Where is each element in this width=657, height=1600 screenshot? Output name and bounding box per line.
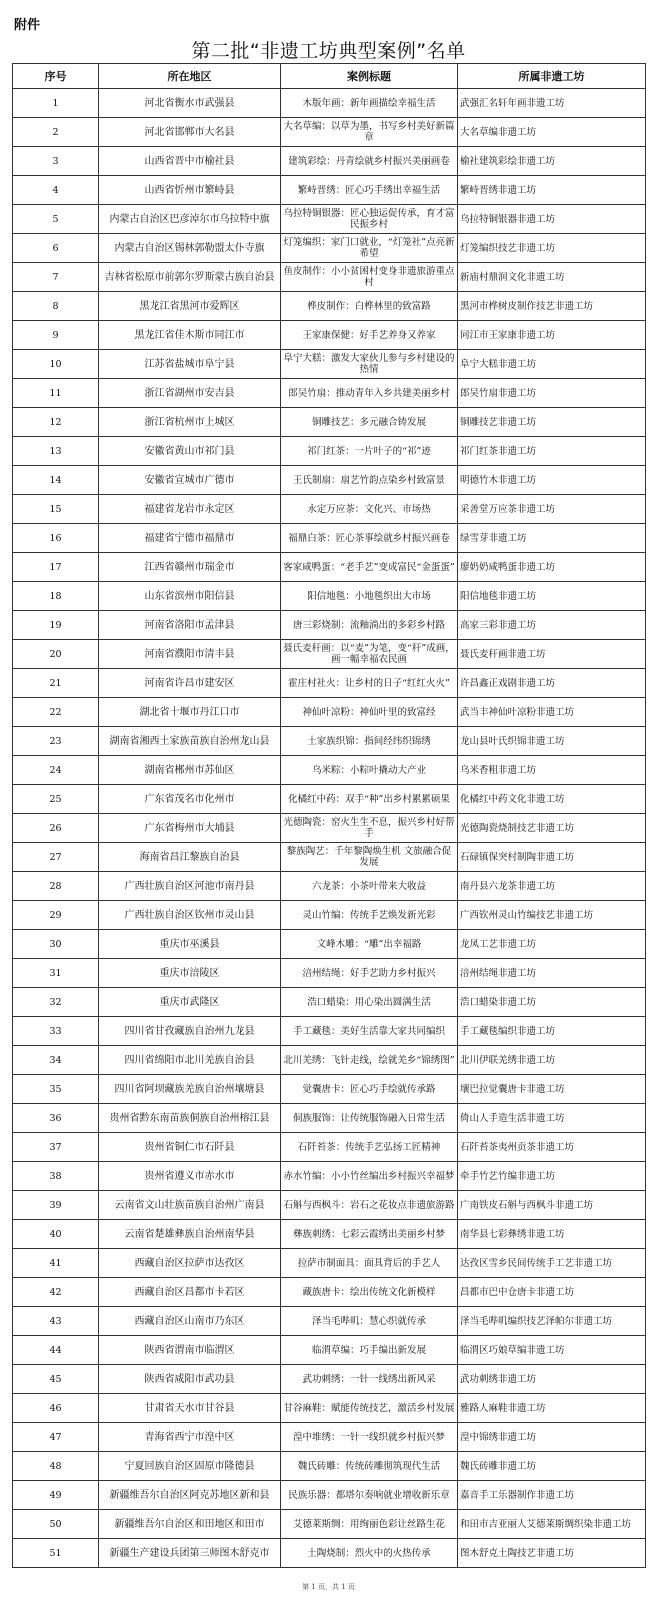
workshop-cell: 廖奶奶咸鸭蛋非遗工坊 — [458, 553, 646, 582]
workshop-cell: 郎吴竹扇非遗工坊 — [458, 379, 646, 408]
workshop-cell: 同江市王家康非遗工坊 — [458, 321, 646, 350]
region-cell: 内蒙古自治区巴彦淖尔市乌拉特中旗 — [99, 205, 281, 234]
index-cell: 38 — [13, 1162, 99, 1191]
index-cell: 9 — [13, 321, 99, 350]
index-cell: 39 — [13, 1191, 99, 1220]
region-cell: 云南省楚雄彝族自治州南华县 — [99, 1220, 281, 1249]
workshop-cell: 新庙村鼎润文化非遗工坊 — [458, 263, 646, 292]
region-cell: 安徽省黄山市祁门县 — [99, 437, 281, 466]
case-title-cell: 建筑彩绘：丹青绘就乡村振兴美丽画卷 — [281, 147, 458, 176]
workshop-cell: 铜雕技艺非遗工坊 — [458, 408, 646, 437]
workshop-cell: 绿雪芽非遗工坊 — [458, 524, 646, 553]
table-row — [13, 466, 646, 495]
table-row — [13, 843, 646, 872]
table-row — [13, 495, 646, 524]
case-title-cell: 乌米粽：小粽叶撬动大产业 — [281, 756, 458, 785]
region-cell: 四川省阿坝藏族羌族自治州壤塘县 — [99, 1075, 281, 1104]
table-row — [13, 1017, 646, 1046]
workshop-cell: 榆社建筑彩绘非遗工坊 — [458, 147, 646, 176]
table-row — [13, 814, 646, 843]
workshop-cell: 阜宁大糕非遗工坊 — [458, 350, 646, 379]
case-title-cell: 彝族刺绣：七彩云霞绣出美丽乡村梦 — [281, 1220, 458, 1249]
workshop-cell: 昌都市巴中仓唐卡非遗工坊 — [458, 1278, 646, 1307]
table-row — [13, 553, 646, 582]
region-cell: 福建省宁德市福鼎市 — [99, 524, 281, 553]
index-cell: 8 — [13, 292, 99, 321]
workshop-cell: 黑河市桦树皮制作技艺非遗工坊 — [458, 292, 646, 321]
workshop-cell: 南丹县六龙茶非遗工坊 — [458, 872, 646, 901]
region-cell: 浙江省杭州市上城区 — [99, 408, 281, 437]
table-row — [13, 147, 646, 176]
index-cell: 47 — [13, 1423, 99, 1452]
header-case-title: 案例标题 — [281, 64, 458, 89]
index-cell: 20 — [13, 640, 99, 669]
table-row — [13, 1191, 646, 1220]
table-row — [13, 1510, 646, 1539]
case-title-cell: 湟中堆绣：一针一线织就乡村振兴梦 — [281, 1423, 458, 1452]
workshop-cell: 武功刺绣非遗工坊 — [458, 1365, 646, 1394]
index-cell: 30 — [13, 930, 99, 959]
table-row — [13, 437, 646, 466]
table-row — [13, 611, 646, 640]
region-cell: 甘肃省天水市甘谷县 — [99, 1394, 281, 1423]
workshop-cell: 阳信地毯非遗工坊 — [458, 582, 646, 611]
region-cell: 重庆市武隆区 — [99, 988, 281, 1017]
index-cell: 32 — [13, 988, 99, 1017]
workshop-cell: 大名草编非遗工坊 — [458, 118, 646, 147]
table-row — [13, 234, 646, 263]
table-row — [13, 1452, 646, 1481]
case-title-cell: 泽当毛哔叽：慧心织就传承 — [281, 1307, 458, 1336]
case-title-cell: 唐三彩烧制：流釉淌出的多彩乡村路 — [281, 611, 458, 640]
case-title-cell: 六龙茶：小茶叶带来大收益 — [281, 872, 458, 901]
index-cell: 50 — [13, 1510, 99, 1539]
region-cell: 云南省文山壮族苗族自治州广南县 — [99, 1191, 281, 1220]
index-cell: 49 — [13, 1481, 99, 1510]
workshop-cell: 采善堂万应茶非遗工坊 — [458, 495, 646, 524]
region-cell: 广西壮族自治区钦州市灵山县 — [99, 901, 281, 930]
case-title-cell: 涪州结绳：好手艺助力乡村振兴 — [281, 959, 458, 988]
table-row — [13, 1307, 646, 1336]
table-row — [13, 1336, 646, 1365]
region-cell: 广东省梅州市大埔县 — [99, 814, 281, 843]
index-cell: 13 — [13, 437, 99, 466]
region-cell: 贵州省遵义市赤水市 — [99, 1162, 281, 1191]
case-title-cell: 聂氏麦秆画：以“麦”为笔，变“秆”成画，画一幅幸福农民画 — [281, 640, 458, 669]
table-row — [13, 756, 646, 785]
index-cell: 28 — [13, 872, 99, 901]
index-cell: 33 — [13, 1017, 99, 1046]
workshop-cell: 壤巴拉觉囊唐卡非遗工坊 — [458, 1075, 646, 1104]
workshop-cell: 明德竹木非遗工坊 — [458, 466, 646, 495]
table-row — [13, 872, 646, 901]
region-cell: 贵州省铜仁市石阡县 — [99, 1133, 281, 1162]
index-cell: 31 — [13, 959, 99, 988]
index-cell: 45 — [13, 1365, 99, 1394]
case-title-cell: 藏族唐卡：绘出传统文化新模样 — [281, 1278, 458, 1307]
index-cell: 10 — [13, 350, 99, 379]
region-cell: 河南省洛阳市孟津县 — [99, 611, 281, 640]
case-title-cell: 魏氏砖雕：传统砖雕彻筑现代生活 — [281, 1452, 458, 1481]
case-title-cell: 武功刺绣：一针一线绣出新风采 — [281, 1365, 458, 1394]
table-row — [13, 408, 646, 437]
region-cell: 河北省衡水市武强县 — [99, 89, 281, 118]
index-cell: 7 — [13, 263, 99, 292]
workshop-cell: 武强汇名轩年画非遗工坊 — [458, 89, 646, 118]
table-row — [13, 640, 646, 669]
region-cell: 新疆维吾尔自治区阿克苏地区新和县 — [99, 1481, 281, 1510]
table-header-row — [13, 64, 646, 89]
region-cell: 吉林省松原市前郭尔罗斯蒙古族自治县 — [99, 263, 281, 292]
index-cell: 42 — [13, 1278, 99, 1307]
case-title-cell: 鱼皮制作：小小贫困村变身非遗旅游重点村 — [281, 263, 458, 292]
page-title: 第二批“非遗工坊典型案例”名单 — [191, 40, 466, 62]
region-cell: 陕西省咸阳市武功县 — [99, 1365, 281, 1394]
index-cell: 29 — [13, 901, 99, 930]
header-region: 所在地区 — [99, 64, 281, 89]
case-title-cell: 灯笼编织：家门口就业，“灯笼社”点亮新希望 — [281, 234, 458, 263]
case-title-cell: 祁门红茶：一片叶子的“祁”迹 — [281, 437, 458, 466]
case-title-cell: 王氏制扇：扇艺竹韵点染乡村致富景 — [281, 466, 458, 495]
workshop-cell: 图木舒克土陶技艺非遗工坊 — [458, 1539, 646, 1568]
index-cell: 36 — [13, 1104, 99, 1133]
case-title-cell: 桦皮制作：白桦林里的致富路 — [281, 292, 458, 321]
case-title-cell: 侗族服饰：让传统服饰融入日常生活 — [281, 1104, 458, 1133]
header-workshop: 所属非遗工坊 — [458, 64, 646, 89]
workshop-cell: 和田市吉亚丽人艾德莱斯绸织染非遗工坊 — [458, 1510, 646, 1539]
region-cell: 新疆生产建设兵团第三师图木舒克市 — [99, 1539, 281, 1568]
index-cell: 24 — [13, 756, 99, 785]
workshop-cell: 雅路人麻鞋非遗工坊 — [458, 1394, 646, 1423]
region-cell: 新疆维吾尔自治区和田地区和田市 — [99, 1510, 281, 1539]
index-cell: 19 — [13, 611, 99, 640]
case-title-cell: 神仙叶凉粉：神仙叶里的致富经 — [281, 698, 458, 727]
region-cell: 四川省甘孜藏族自治州九龙县 — [99, 1017, 281, 1046]
case-title-cell: 永定万应茶：文化兴、市场热 — [281, 495, 458, 524]
case-title-cell: 艾德莱斯绸：用绚丽色彩让丝路生花 — [281, 1510, 458, 1539]
workshop-cell: 祁门红茶非遗工坊 — [458, 437, 646, 466]
page-footer: 第 1 页，共 1 页 — [302, 1583, 355, 1591]
table-row — [13, 1075, 646, 1104]
table-row — [13, 292, 646, 321]
table-row — [13, 1220, 646, 1249]
table-row — [13, 1481, 646, 1510]
case-title-cell: 觉囊唐卡：匠心巧手绘就传承路 — [281, 1075, 458, 1104]
region-cell: 内蒙古自治区锡林郭勒盟太仆寺旗 — [99, 234, 281, 263]
workshop-cell: 涪州结绳非遗工坊 — [458, 959, 646, 988]
index-cell: 14 — [13, 466, 99, 495]
case-title-cell: 郎吴竹扇：推动青年入乡共建美丽乡村 — [281, 379, 458, 408]
index-cell: 25 — [13, 785, 99, 814]
workshop-cell: 临渭区巧娘草编非遗工坊 — [458, 1336, 646, 1365]
index-cell: 27 — [13, 843, 99, 872]
index-cell: 12 — [13, 408, 99, 437]
attachment-label: 附件 — [14, 18, 41, 33]
case-title-cell: 灵山竹编：传统手艺焕发新光彩 — [281, 901, 458, 930]
table-row — [13, 205, 646, 234]
region-cell: 西藏自治区拉萨市达孜区 — [99, 1249, 281, 1278]
case-title-cell: 民族乐器：都塔尔奏响就业增收新乐章 — [281, 1481, 458, 1510]
table-row — [13, 1046, 646, 1075]
case-title-cell: 繁峙晋绣：匠心巧手绣出幸福生活 — [281, 176, 458, 205]
index-cell: 11 — [13, 379, 99, 408]
region-cell: 山西省忻州市繁峙县 — [99, 176, 281, 205]
workshop-cell: 石阡苔茶夷州贡茶非遗工坊 — [458, 1133, 646, 1162]
index-cell: 5 — [13, 205, 99, 234]
table-row — [13, 89, 646, 118]
table-row — [13, 959, 646, 988]
workshop-cell: 倚山人手造生活非遗工坊 — [458, 1104, 646, 1133]
workshop-cell: 浩口蜡染非遗工坊 — [458, 988, 646, 1017]
case-title-cell: 化橘红中药：双手“种”出乡村累累硕果 — [281, 785, 458, 814]
table-row — [13, 1365, 646, 1394]
case-title-cell: 光德陶瓷：窑火生生不息，振兴乡村好帮手 — [281, 814, 458, 843]
table-row — [13, 350, 646, 379]
workshop-cell: 聂氏麦秆画非遗工坊 — [458, 640, 646, 669]
region-cell: 宁夏回族自治区固原市隆德县 — [99, 1452, 281, 1481]
index-cell: 35 — [13, 1075, 99, 1104]
index-cell: 18 — [13, 582, 99, 611]
region-cell: 黑龙江省佳木斯市同江市 — [99, 321, 281, 350]
region-cell: 西藏自治区昌都市卡若区 — [99, 1278, 281, 1307]
case-title-cell: 客家咸鸭蛋：“老手艺”变成富民“金蛋蛋” — [281, 553, 458, 582]
region-cell: 四川省绵阳市北川羌族自治县 — [99, 1046, 281, 1075]
table-row — [13, 263, 646, 292]
region-cell: 山西省晋中市榆社县 — [99, 147, 281, 176]
workshop-cell: 乌拉特铜银器非遗工坊 — [458, 205, 646, 234]
case-title-cell: 赤水竹编：小小竹丝编出乡村振兴幸福梦 — [281, 1162, 458, 1191]
workshop-cell: 嘉音手工乐器制作非遗工坊 — [458, 1481, 646, 1510]
region-cell: 西藏自治区山南市乃东区 — [99, 1307, 281, 1336]
index-cell: 48 — [13, 1452, 99, 1481]
region-cell: 广西壮族自治区河池市南丹县 — [99, 872, 281, 901]
case-title-cell: 铜雕技艺：多元融合铸发展 — [281, 408, 458, 437]
table-row — [13, 1423, 646, 1452]
index-cell: 17 — [13, 553, 99, 582]
region-cell: 黑龙江省黑河市爱辉区 — [99, 292, 281, 321]
case-title-cell: 阳信地毯：小地毯织出大市场 — [281, 582, 458, 611]
workshop-cell: 牵手竹艺竹编非遗工坊 — [458, 1162, 646, 1191]
case-title-cell: 甘谷麻鞋：赋能传统技艺，激活乡村发展 — [281, 1394, 458, 1423]
region-cell: 湖南省郴州市苏仙区 — [99, 756, 281, 785]
index-cell: 34 — [13, 1046, 99, 1075]
case-title-cell: 大名草编：以草为墨，书写乡村美好新篇章 — [281, 118, 458, 147]
index-cell: 1 — [13, 89, 99, 118]
index-cell: 46 — [13, 1394, 99, 1423]
table-row — [13, 901, 646, 930]
case-title-cell: 北川羌绣：飞针走线，绘就羌乡“锦绣图” — [281, 1046, 458, 1075]
index-cell: 2 — [13, 118, 99, 147]
index-cell: 44 — [13, 1336, 99, 1365]
table-row — [13, 118, 646, 147]
case-title-cell: 木版年画：新年画描绘幸福生活 — [281, 89, 458, 118]
index-cell: 51 — [13, 1539, 99, 1568]
table-row — [13, 698, 646, 727]
workshop-cell: 武当丰神仙叶凉粉非遗工坊 — [458, 698, 646, 727]
index-cell: 4 — [13, 176, 99, 205]
workshop-cell: 许昌鑫正戏剧非遗工坊 — [458, 669, 646, 698]
case-title-cell: 拉萨市制面具：面具背后的手艺人 — [281, 1249, 458, 1278]
workshop-cell: 达孜区雪乡民间传统手工艺非遗工坊 — [458, 1249, 646, 1278]
index-cell: 21 — [13, 669, 99, 698]
region-cell: 河南省濮阳市清丰县 — [99, 640, 281, 669]
region-cell: 浙江省湖州市安吉县 — [99, 379, 281, 408]
workshop-cell: 高家三彩非遗工坊 — [458, 611, 646, 640]
case-title-cell: 石阡苔茶：传统手艺弘扬工匠精神 — [281, 1133, 458, 1162]
workshop-cell: 繁峙晋绣非遗工坊 — [458, 176, 646, 205]
table-row — [13, 379, 646, 408]
index-cell: 37 — [13, 1133, 99, 1162]
index-cell: 26 — [13, 814, 99, 843]
case-title-cell: 石斛与西枫斗：岩石之花妆点非遗旅游路 — [281, 1191, 458, 1220]
case-title-cell: 土陶烧制：烈火中的火热传承 — [281, 1539, 458, 1568]
case-title-cell: 黎族陶艺：千年黎陶焕生机 文旅融合促发展 — [281, 843, 458, 872]
workshop-cell: 龙山县叶氏织锦非遗工坊 — [458, 727, 646, 756]
table-row — [13, 988, 646, 1017]
region-cell: 江西省赣州市瑞金市 — [99, 553, 281, 582]
case-title-cell: 阜宁大糕：激发大家伙儿参与乡村建设的热情 — [281, 350, 458, 379]
index-cell: 43 — [13, 1307, 99, 1336]
table-row — [13, 1249, 646, 1278]
region-cell: 湖北省十堰市丹江口市 — [99, 698, 281, 727]
workshop-cell: 灯笼编织技艺非遗工坊 — [458, 234, 646, 263]
index-cell: 6 — [13, 234, 99, 263]
workshop-cell: 石碌镇保突村制陶非遗工坊 — [458, 843, 646, 872]
table-row — [13, 1539, 646, 1568]
region-cell: 海南省昌江黎族自治县 — [99, 843, 281, 872]
table-row — [13, 1394, 646, 1423]
case-title-cell: 王家康保健：好手艺养身又养家 — [281, 321, 458, 350]
table-body — [13, 89, 646, 1568]
workshop-cell: 手工藏毯编织非遗工坊 — [458, 1017, 646, 1046]
region-cell: 福建省龙岩市永定区 — [99, 495, 281, 524]
table-row — [13, 669, 646, 698]
workshop-cell: 湟中锦绣非遗工坊 — [458, 1423, 646, 1452]
table-row — [13, 785, 646, 814]
table-row — [13, 176, 646, 205]
table-row — [13, 1162, 646, 1191]
region-cell: 青海省西宁市湟中区 — [99, 1423, 281, 1452]
workshop-cell: 化橘红中药文化非遗工坊 — [458, 785, 646, 814]
region-cell: 安徽省宣城市广德市 — [99, 466, 281, 495]
case-title-cell: 霍庄村社火：让乡村的日子“红红火火” — [281, 669, 458, 698]
index-cell: 41 — [13, 1249, 99, 1278]
table-row — [13, 582, 646, 611]
region-cell: 重庆市涪陵区 — [99, 959, 281, 988]
region-cell: 重庆市巫溪县 — [99, 930, 281, 959]
region-cell: 江苏省盐城市阜宁县 — [99, 350, 281, 379]
region-cell: 山东省滨州市阳信县 — [99, 582, 281, 611]
index-cell: 16 — [13, 524, 99, 553]
workshop-cell: 广南铁皮石斛与西枫斗非遗工坊 — [458, 1191, 646, 1220]
workshop-cell: 光德陶瓷烧制技艺非遗工坊 — [458, 814, 646, 843]
case-title-cell: 福鼎白茶：匠心茶事绘就乡村振兴画卷 — [281, 524, 458, 553]
region-cell: 广东省茂名市化州市 — [99, 785, 281, 814]
case-title-cell: 土家族织锦：指间经纬织锦绣 — [281, 727, 458, 756]
region-cell: 湖南省湘西土家族苗族自治州龙山县 — [99, 727, 281, 756]
case-title-cell: 乌拉特铜银器：匠心独运促传承，育才富民振乡村 — [281, 205, 458, 234]
table-row — [13, 1278, 646, 1307]
region-cell: 河北省邯郸市大名县 — [99, 118, 281, 147]
case-title-cell: 文峰木雕：“雕”出幸福路 — [281, 930, 458, 959]
table-row — [13, 727, 646, 756]
case-title-cell: 手工藏毯：美好生活靠大家共同编织 — [281, 1017, 458, 1046]
index-cell: 15 — [13, 495, 99, 524]
region-cell: 河南省许昌市建安区 — [99, 669, 281, 698]
index-cell: 23 — [13, 727, 99, 756]
workshop-cell: 泽当毛哔叽编织技艺泽帕尔非遗工坊 — [458, 1307, 646, 1336]
table-row — [13, 321, 646, 350]
workshop-cell: 魏氏砖雕非遗工坊 — [458, 1452, 646, 1481]
case-title-cell: 临渭草编：巧手编出新发展 — [281, 1336, 458, 1365]
workshop-cell: 北川伊联羌绣非遗工坊 — [458, 1046, 646, 1075]
table-row — [13, 524, 646, 553]
index-cell: 40 — [13, 1220, 99, 1249]
region-cell: 贵州省黔东南苗族侗族自治州榕江县 — [99, 1104, 281, 1133]
table-row — [13, 1104, 646, 1133]
index-cell: 3 — [13, 147, 99, 176]
workshop-cell: 乌米香粗非遗工坊 — [458, 756, 646, 785]
workshop-cell: 广西钦州灵山竹编技艺非遗工坊 — [458, 901, 646, 930]
case-title-cell: 浩口蜡染：用心染出圆满生活 — [281, 988, 458, 1017]
workshop-cell: 南华县七彩彝绣非遗工坊 — [458, 1220, 646, 1249]
index-cell: 22 — [13, 698, 99, 727]
table-row — [13, 1133, 646, 1162]
region-cell: 陕西省渭南市临渭区 — [99, 1336, 281, 1365]
workshop-cell: 龙凤工艺非遗工坊 — [458, 930, 646, 959]
header-index: 序号 — [13, 64, 99, 89]
case-list-table — [12, 63, 646, 1568]
table-row — [13, 930, 646, 959]
